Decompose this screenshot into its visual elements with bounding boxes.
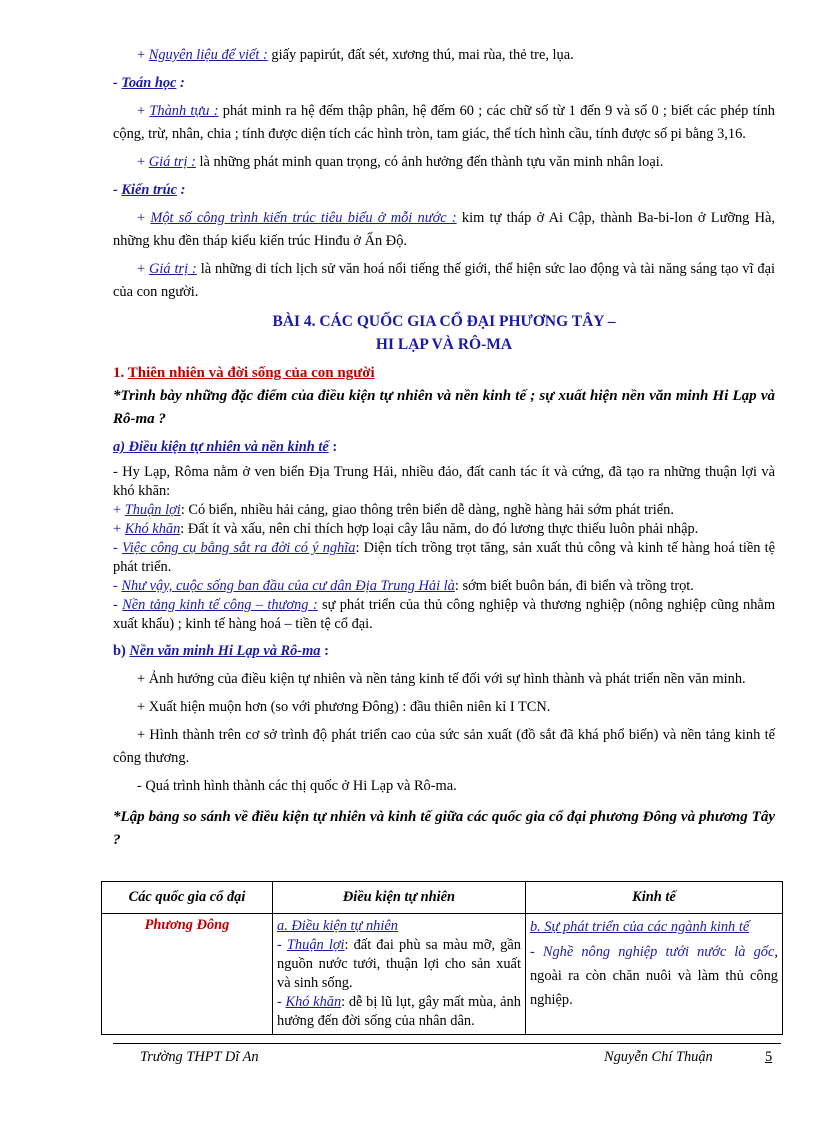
page-number: 5 — [765, 1049, 773, 1065]
bullet-advantages: + Thuận lợi: Có biển, nhiều hải cảng, giao thông trên biển dễ dàng, nghề hàng hải sớm phát triển. — [113, 502, 674, 518]
heading-math: - Toán học : — [113, 75, 185, 91]
table-header-row — [102, 882, 783, 914]
cell-natural-conditions: a. Điều kiện tự nhiên - Thuận lợi: đất đai phù sa màu mỡ, gần nguồn nước tưới, thuận lợi cho sản xuất và sinh sống. - Khó khăn: dễ bị lũ lụt, gây mất mùa, ảnh hưởng đến đời sống của nhân dân. — [273, 914, 526, 1035]
bullet-formation: + Hình thành trên cơ sở trình độ phát triển cao của sức sản xuất (đồ sắt đã khá phổ biến) và nền tảng kinh tế công thương. — [113, 727, 775, 766]
bullet-appearance: + Xuất hiện muộn hơn (so với phương Đông) : đầu thiên niên kỉ I TCN. — [137, 699, 551, 715]
footer-rule — [113, 1043, 781, 1044]
section-b-heading: b) Nền văn minh Hi Lạp và Rô-ma : — [113, 643, 329, 659]
question-2: *Lập bảng so sánh về điều kiện tự nhiên và kinh tế giữa các quốc gia cổ đại phương Đông và phương Tây ? — [113, 809, 775, 848]
bullet-iron-tools: - Việc công cụ bằng sắt ra đời có ý nghĩa: Diện tích trồng trọt tăng, sản xuất thủ công và kinh tế hàng hoá tiền tệ phát triển. — [113, 540, 776, 575]
section-a-body — [113, 463, 775, 634]
bullet-math-value: + Giá trị : là những phát minh quan trọng, có ảnh hưởng đến thành tựu văn minh nhân loại. — [137, 154, 664, 170]
footer-author: Nguyễn Chí Thuận — [604, 1049, 713, 1065]
lesson-title: BÀI 4. CÁC QUỐC GIA CỔ ĐẠI PHƯƠNG TÂY – HI LẠP VÀ RÔ-MA — [272, 313, 616, 353]
bullet-city-states: - Quá trình hình thành các thị quốc ở Hi Lạp và Rô-ma. — [137, 778, 457, 794]
document-body — [113, 44, 775, 852]
label: Nguyên liệu để viết : — [148, 47, 268, 63]
column-header: Các quốc gia cổ đại — [102, 882, 273, 914]
footer-school: Trường THPT Dĩ An — [140, 1049, 259, 1065]
section-1-heading: 1. Thiên nhiên và đời sống của con người — [113, 365, 375, 381]
bullet-early-life: - Như vậy, cuộc sống ban đầu của cư dân Địa Trung Hải là: sớm biết buôn bán, đi biển và trồng trọt. — [113, 578, 694, 594]
para-geography: - Hy Lạp, Rôma nằm ở ven biển Địa Trung Hải, nhiều đảo, đất canh tác ít và cứng, đã tạo ra những thuận lợi và khó khăn: — [113, 464, 775, 499]
column-header: Kinh tế — [525, 882, 782, 914]
bullet-math-achievements: + Thành tựu : phát minh ra hệ đếm thập phân, hệ đếm 60 ; các chữ số từ 1 đến 9 và số 0 ; biết các phép tính cộng, trừ, nhân, chia ; tính được diện tích các hình tròn, tam giác, thể tích hình cầu, tính được số pi bằng 3,16. — [113, 103, 775, 142]
row-label-east: Phương Đông — [102, 914, 273, 1035]
bullet-economy-base: - Nền tảng kinh tế công – thương : sự phát triển của thủ công nghiệp và thương nghiệp (nông nghiệp cũng nhằm xuất khẩu) ; kinh tế hàng hoá – tiền tệ cổ đại. — [113, 597, 776, 632]
bullet-difficulties: + Khó khăn: Đất ít và xấu, nên chỉ thích hợp loại cây lâu năm, do đó lương thực thiếu luôn phải nhập. — [113, 521, 699, 537]
comparison-table — [101, 881, 783, 1035]
bullet-writing-materials: + Nguyên liệu để viết : giấy papirút, đất sét, xương thú, mai rùa, thẻ tre, lụa. — [137, 47, 574, 63]
cell-economy: b. Sự phát triển của các ngành kinh tế - Nghề nông nghiệp tưới nước là gốc, ngoài ra còn chăn nuôi và làm thủ công nghiệp. — [525, 914, 782, 1035]
table-row — [102, 914, 783, 1035]
bullet-architecture-value: + Giá trị : là những di tích lịch sử văn hoá nổi tiếng thế giới, thể hiện sức lao động và tài năng sáng tạo vĩ đại của con người. — [113, 261, 775, 300]
section-a-heading: a) Điều kiện tự nhiên và nền kinh tế : — [113, 439, 338, 455]
bullet-influence: + Ảnh hưởng của điều kiện tự nhiên và nền tảng kinh tế đối với sự hình thành và phát triển nền văn minh. — [137, 671, 746, 687]
heading-architecture: - Kiến trúc : — [113, 182, 186, 198]
bullet-architecture-works: + Một số công trình kiến trúc tiêu biểu ở mỗi nước : kim tự tháp ở Ai Cập, thành Ba-bi-lon ở Lưỡng Hà, những khu đền tháp kiểu kiến trúc Hinđu ở Ấn Độ. — [113, 210, 775, 249]
question-1: *Trình bày những đặc điểm của điều kiện tự nhiên và nền kinh tế ; sự xuất hiện nền văn minh Hi Lạp và Rô-ma ? — [113, 388, 775, 427]
column-header: Điều kiện tự nhiên — [273, 882, 526, 914]
